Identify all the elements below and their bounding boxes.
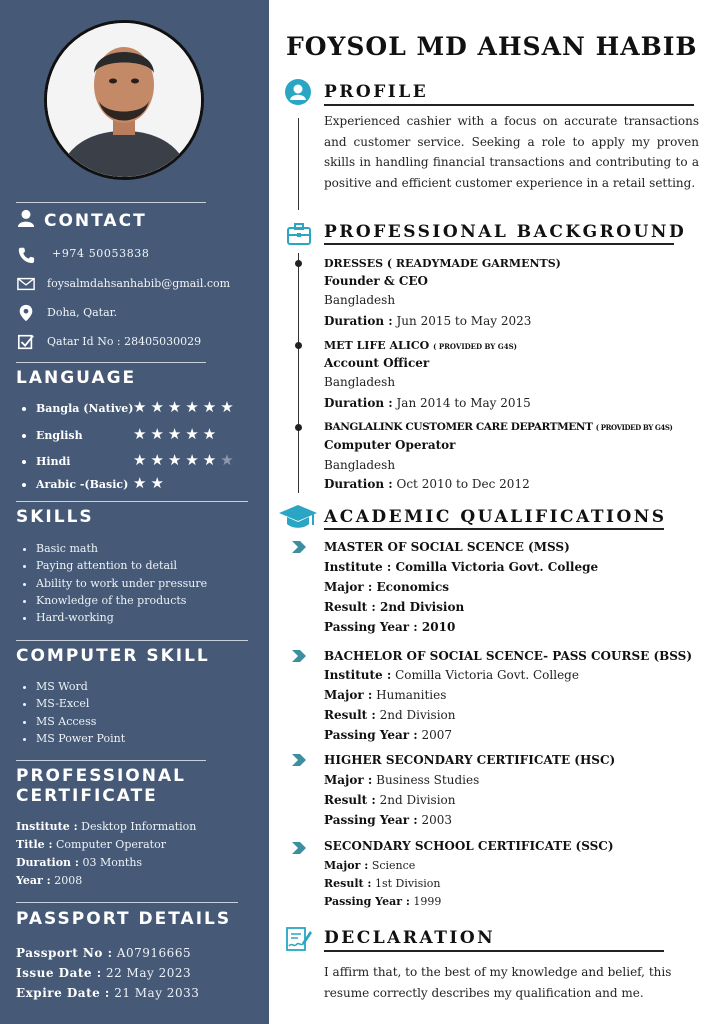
list-item: • MS-Excel <box>36 695 125 712</box>
location-pin-icon <box>16 304 36 322</box>
degree-title: HIGHER SECONDARY CERTIFICATE (HSC) <box>324 753 616 767</box>
checkbox-icon <box>16 333 36 351</box>
phone-icon <box>16 246 36 264</box>
degree-institute: Institute : Comilla Victoria Govt. College <box>324 560 599 574</box>
passport-title: PASSPORT DETAILS <box>16 909 232 929</box>
degree-institute: Institute : Comilla Victoria Govt. College <box>324 668 579 682</box>
language-top-rule <box>16 362 206 363</box>
computer-skill-list <box>20 678 125 747</box>
declaration-rule <box>324 950 664 952</box>
profile-rule <box>324 104 694 106</box>
background-timeline <box>298 253 299 493</box>
profile-icon <box>285 79 311 105</box>
job-country: Bangladesh <box>324 293 396 307</box>
job-duration: Duration : Jun 2015 to May 2023 <box>324 314 532 328</box>
declaration-title: DECLARATION <box>324 928 496 948</box>
list-item: • Hard-working <box>36 609 207 626</box>
degree-year: Passing Year : 1999 <box>324 895 442 908</box>
profile-timeline <box>298 118 299 210</box>
contact-email: foysalmdahsanhabib@gmail.com <box>47 277 231 290</box>
certificate-title-line2: CERTIFICATE <box>16 786 158 806</box>
degree-title: BACHELOR OF SOCIAL SCENCE- PASS COURSE (BSS) <box>324 649 693 663</box>
list-item: • MS Word <box>36 678 125 695</box>
profile-photo <box>44 20 204 180</box>
degree-title: MASTER OF SOCIAL SCENCE (MSS) <box>324 540 570 554</box>
language-item: Arabic -(Basic) <box>22 478 128 491</box>
job-company: DRESSES ( READYMADE GARMENTS) <box>324 257 561 270</box>
academic-title: ACADEMIC QUALIFICATIONS <box>324 507 667 527</box>
contact-qatar-id: Qatar Id No : 28405030029 <box>47 335 202 348</box>
job-company: BANGLALINK CUSTOMER CARE DEPARTMENT ( PROVIDED BY G4S) <box>324 421 673 433</box>
list-item: • MS Power Point <box>36 730 125 747</box>
academic-rule <box>324 528 664 530</box>
chevron-right-icon <box>292 541 306 553</box>
declaration-line-1: I affirm that, to the best of my knowledge and belief, this <box>324 965 672 979</box>
job-role: Founder & CEO <box>324 274 429 288</box>
job-role: Account Officer <box>324 356 430 370</box>
degree-major: Major : Economics <box>324 580 450 594</box>
skills-top-rule <box>16 501 248 502</box>
language-item: Hindi <box>22 455 70 468</box>
list-item: • Paying attention to detail <box>36 557 207 574</box>
timeline-dot <box>295 424 302 431</box>
certificate-duration: Duration : 03 Months <box>16 856 143 869</box>
signature-document-icon <box>284 925 312 953</box>
timeline-dot <box>295 342 302 349</box>
profile-text: Experienced cashier with a focus on accurate transactions and customer service. Seeking a role to apply my proven skills in handling financial transactions and contributing to a positive and efficient customer experience in a retail setting. <box>324 114 699 190</box>
person-icon <box>16 209 36 227</box>
certificate-title-field: Title : Computer Operator <box>16 838 166 851</box>
language-title: LANGUAGE <box>16 368 137 388</box>
list-item: • MS Access <box>36 713 125 730</box>
degree-result: Result : 1st Division <box>324 877 441 890</box>
job-duration: Duration : Oct 2010 to Dec 2012 <box>324 477 530 491</box>
contact-location: Doha, Qatar. <box>47 306 118 319</box>
graduation-cap-icon <box>278 503 318 531</box>
certificate-top-rule <box>16 760 206 761</box>
language-stars-hindi: ★★★★★★ <box>133 451 238 469</box>
computer-skill-title: COMPUTER SKILL <box>16 646 210 666</box>
language-stars-arabic: ★★ <box>133 474 168 492</box>
degree-major: Major : Business Studies <box>324 773 480 787</box>
list-item: • Ability to work under pressure <box>36 575 207 592</box>
certificate-title-line1: PROFESSIONAL <box>16 766 186 786</box>
job-company: MET LIFE ALICO ( PROVIDED BY G4S) <box>324 339 517 352</box>
contact-title: CONTACT <box>44 211 147 231</box>
certificate-year: Year : 2008 <box>16 874 83 887</box>
computer-skill-top-rule <box>16 640 248 641</box>
contact-top-rule <box>16 202 206 203</box>
passport-top-rule <box>16 902 238 903</box>
contact-phone: +974 50053838 <box>52 247 150 260</box>
background-rule <box>324 243 674 245</box>
degree-major: Major : Humanities <box>324 688 447 702</box>
sidebar <box>0 0 269 1024</box>
email-icon <box>16 275 36 293</box>
degree-year: Passing Year : 2007 <box>324 728 453 742</box>
certificate-institute: Institute : Desktop Information <box>16 820 197 833</box>
chevron-right-icon <box>292 650 306 662</box>
language-item: Bangla (Native) <box>22 402 134 415</box>
list-item: • Knowledge of the products <box>36 592 207 609</box>
job-country: Bangladesh <box>324 458 396 472</box>
skills-title: SKILLS <box>16 507 94 527</box>
language-item: English <box>22 429 83 442</box>
degree-major: Major : Science <box>324 859 416 872</box>
degree-result: Result : 2nd Division <box>324 708 456 722</box>
language-stars-english: ★★★★★ <box>133 425 221 443</box>
candidate-name: FOYSOL MD AHSAN HABIB <box>286 32 698 61</box>
profile-title: PROFILE <box>324 82 429 102</box>
skills-list <box>20 540 207 626</box>
background-title: PROFESSIONAL BACKGROUND <box>324 222 687 242</box>
passport-expire-date: Expire Date : 21 May 2033 <box>16 986 200 1000</box>
chevron-right-icon <box>292 754 306 766</box>
degree-title: SECONDARY SCHOOL CERTIFICATE (SSC) <box>324 839 614 853</box>
degree-result: Result : 2nd Division <box>324 600 465 614</box>
degree-year: Passing Year : 2010 <box>324 620 456 634</box>
chevron-right-icon <box>292 842 306 854</box>
briefcase-icon <box>286 221 312 247</box>
declaration-line-2: resume correctly describes my qualification and me. <box>324 986 644 1000</box>
job-duration: Duration : Jan 2014 to May 2015 <box>324 396 531 410</box>
degree-result: Result : 2nd Division <box>324 793 456 807</box>
list-item: • Basic math <box>36 540 207 557</box>
timeline-dot <box>295 260 302 267</box>
degree-year: Passing Year : 2003 <box>324 813 453 827</box>
language-stars-bangla: ★★★★★★ <box>133 398 238 416</box>
job-role: Computer Operator <box>324 438 456 452</box>
job-country: Bangladesh <box>324 375 396 389</box>
passport-number: Passport No : A07916665 <box>16 946 192 960</box>
passport-issue-date: Issue Date : 22 May 2023 <box>16 966 192 980</box>
